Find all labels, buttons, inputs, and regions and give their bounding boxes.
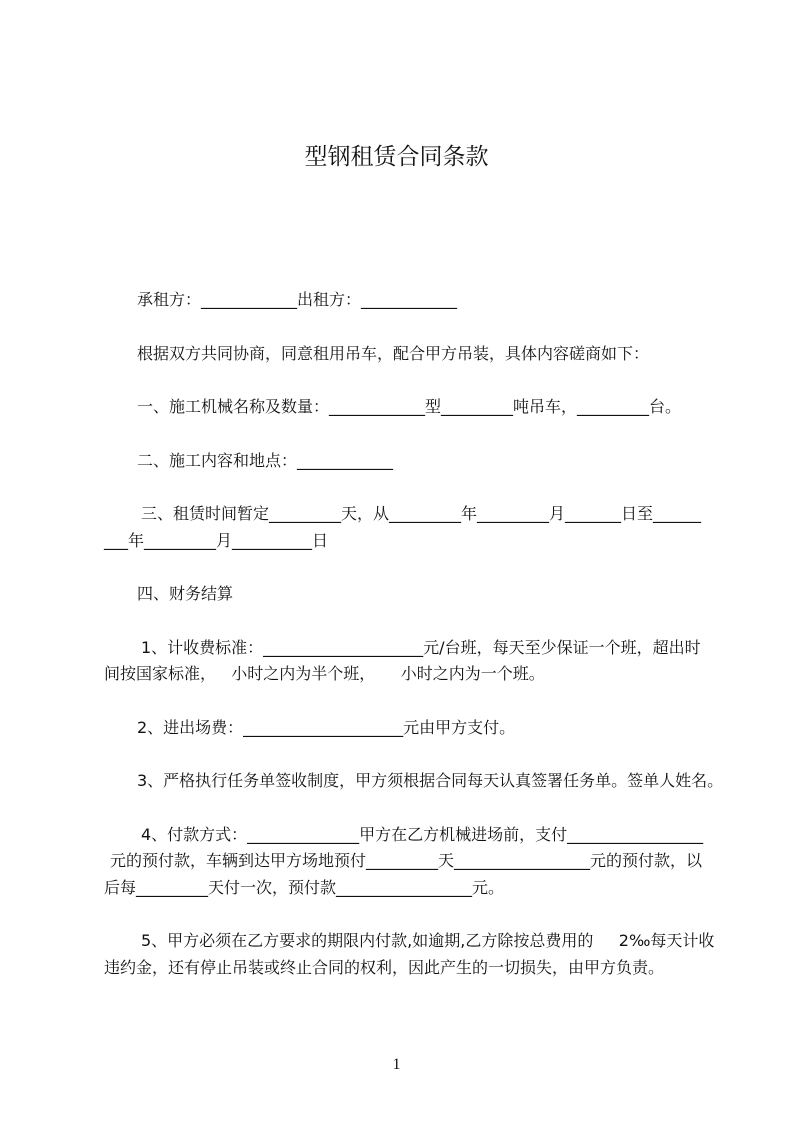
- item-3-line: 3、严格执行任务单签收制度，甲方须根据合同每天认真签署任务单。签单人姓名。: [137, 771, 724, 790]
- intro-line: 根据双方共同协商，同意租用吊车，配合甲方吊装，具体内容磋商如下：: [137, 343, 650, 363]
- contract-body: [104, 287, 744, 1008]
- item-2-line: 2、进出场费：____________________元由甲方支付。: [137, 717, 516, 737]
- item-4-line-3: 后每_________天付一次，预付款_________________元。: [104, 877, 505, 897]
- section-3-line-1: 三、租赁时间暂定_________天，从_________年_________月_______日至______: [141, 504, 702, 523]
- parties-paragraph: [104, 287, 744, 314]
- item-5-line-2: 违约金，还有停止吊装或终止合同的权利，因此产生的一切损失，由甲方负责。: [104, 957, 665, 977]
- parties-line: 承租方：____________出租方：____________: [137, 290, 458, 309]
- document-title: 型钢租赁合同条款: [304, 144, 489, 170]
- item-5-paragraph: [104, 928, 744, 981]
- section-2-paragraph: [104, 448, 744, 475]
- item-4-line-2: 元的预付款，车辆到达甲方场地预付_________天_________________元的预付款，以: [110, 851, 703, 870]
- section-2-line: 二、施工内容和地点：____________: [137, 450, 394, 470]
- section-3-line-2: ___年_________月__________日: [104, 530, 329, 550]
- item-3-paragraph: [104, 768, 744, 795]
- item-1-line-1: 1、计收费标准：____________________元/台班，每天至少保证一个班，超出时: [141, 637, 701, 657]
- section-1-line: 一、施工机械名称及数量：____________型_________吨吊车，_________台。: [137, 397, 682, 416]
- page-number: 1: [392, 1056, 401, 1073]
- section-1-paragraph: [104, 394, 744, 421]
- section-4-heading: 四、财务结算: [137, 584, 234, 603]
- section-3-paragraph: [104, 501, 744, 554]
- item-4-line-1: 4、付款方式：______________甲方在乙方机械进场前，支付_________________: [141, 824, 704, 844]
- intro-paragraph: [104, 341, 744, 368]
- item-4-paragraph: [104, 822, 744, 902]
- item-2-paragraph: [104, 715, 744, 742]
- section-4-heading-paragraph: [104, 581, 744, 608]
- item-1-line-2: 间按国家标准， 小时之内为半个班， 小时之内为一个班。: [104, 664, 545, 683]
- item-1-paragraph: [104, 635, 744, 688]
- item-5-line-1: 5、甲方必须在乙方要求的期限内付款,如逾期,乙方除按总费用的 2‰每天计收: [141, 931, 715, 950]
